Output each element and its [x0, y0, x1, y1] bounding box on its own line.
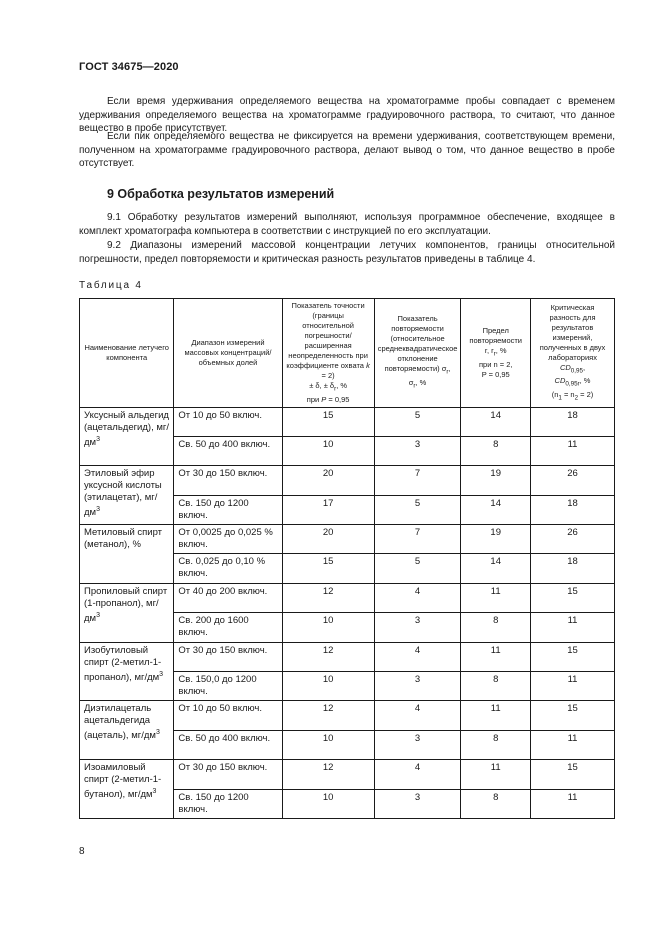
unit-superscript: 3 [96, 611, 100, 619]
accuracy-cell: 12 [282, 701, 374, 730]
limit-cell: 11 [461, 583, 531, 612]
header-accuracy [282, 299, 374, 408]
header-repeatability [374, 299, 461, 408]
accuracy-cell: 15 [282, 407, 374, 436]
section-title: 9 Обработка результатов измерений [107, 187, 335, 201]
critical-cell: 15 [531, 642, 615, 671]
header-subscript: r [413, 382, 416, 390]
component-name: Пропиловый спирт (1-пропанол), мг/дм [84, 585, 168, 624]
unit-superscript: 3 [96, 506, 100, 514]
header-text: Показатель повторяемости (относительное среднеквадратическое отклонение повторяемости) σ [377, 314, 458, 374]
header-text: , [582, 362, 586, 372]
paragraph-text: 9.1 Обработку результатов измерений выполняют, используя программное обеспечение, входящее в комплект хроматографа компьютера в соответствии с инструкцией по его эксплуатации. [79, 212, 615, 237]
table-row [80, 760, 615, 789]
header-symbol: k [366, 361, 370, 370]
header-text: Показатель точности (границы относительной погрешности/расширенная неопределенность при коэффициенте охвата [286, 301, 368, 370]
repeatability-cell: 3 [374, 789, 461, 818]
range-cell: От 40 до 200 включ. [174, 583, 282, 612]
header-text: P = 0,95 [481, 369, 510, 379]
limit-cell: 19 [461, 466, 531, 495]
accuracy-cell: 10 [282, 789, 374, 818]
range-cell: От 30 до 150 включ. [174, 642, 282, 671]
component-name: Уксусный альдегид (ацетальдегид), мг/дм [84, 409, 169, 448]
table-row [80, 466, 615, 495]
critical-cell: 15 [531, 583, 615, 612]
critical-cell: 15 [531, 701, 615, 730]
repeatability-cell: 4 [374, 583, 461, 612]
header-text: = 0,95 [328, 394, 350, 404]
critical-cell: 26 [531, 525, 615, 554]
header-subscript: 0,95 [570, 367, 583, 374]
paragraph-text: Если пик определяемого вещества не фиксируется на времени удерживания, соответствующем времени, полученном на хроматограмме градуировочного раствора, делают вывод о том, что данное вещество в пробе отсутствует. [79, 131, 615, 169]
range-cell: От 30 до 150 включ. [174, 760, 282, 789]
document-code: ГОСТ 34675—2020 [79, 61, 179, 73]
header-text: (n [551, 389, 559, 399]
header-component: Наименование летучего компонента [80, 299, 174, 408]
accuracy-cell: 12 [282, 642, 374, 671]
critical-cell: 11 [531, 436, 615, 465]
repeatability-cell: 3 [374, 672, 461, 701]
repeatability-cell: 3 [374, 436, 461, 465]
limit-cell: 14 [461, 407, 531, 436]
limit-cell: 8 [461, 436, 531, 465]
unit-superscript: 3 [152, 788, 157, 796]
repeatability-cell: 5 [374, 407, 461, 436]
critical-cell: 18 [531, 554, 615, 583]
table-row [80, 642, 615, 671]
accuracy-cell: 10 [282, 730, 374, 759]
header-symbol: CD [554, 376, 566, 385]
header-text: = 2) [580, 389, 594, 399]
range-cell: От 10 до 50 включ. [174, 701, 282, 730]
limit-cell: 11 [461, 701, 531, 730]
header-subscript: 1 [558, 394, 562, 401]
header-limit [461, 299, 531, 408]
component-name-cell [80, 525, 174, 584]
repeatability-cell: 7 [374, 466, 461, 495]
paragraph-text: Если время удерживания определяемого вещества на хроматограмме пробы совпадает с временем удерживания определяемого вещества на хроматограмме градуировочного раствора, то считают, что данное вещество в пробе присутствует. [79, 96, 615, 134]
header-symbol: CD [559, 362, 571, 372]
accuracy-cell: 12 [282, 583, 374, 612]
table-caption: Таблица 4 [79, 280, 143, 291]
accuracy-cell: 12 [282, 760, 374, 789]
header-text: , [448, 364, 451, 374]
unit-superscript: 3 [155, 729, 160, 737]
table-body [80, 407, 615, 818]
header-subscript: 0,95r [565, 380, 580, 388]
repeatability-cell: 7 [374, 525, 461, 554]
header-text: при [306, 394, 320, 404]
critical-cell: 18 [531, 407, 615, 436]
unit-superscript: 3 [96, 435, 100, 443]
table-row [80, 583, 615, 612]
component-name-cell [80, 583, 174, 642]
critical-cell: 15 [531, 760, 615, 789]
accuracy-cell: 10 [282, 672, 374, 701]
component-name-cell [80, 407, 174, 466]
header-text: ± δ, ± δ [309, 381, 335, 390]
range-cell: От 0,0025 до 0,025 % включ. [174, 525, 282, 554]
limit-cell: 8 [461, 613, 531, 642]
repeatability-cell: 3 [374, 613, 461, 642]
header-text: = 2) [321, 371, 335, 380]
range-cell: Св. 150 до 1200 включ. [174, 495, 282, 524]
header-text: = n [563, 389, 575, 399]
range-cell: Св. 0,025 до 0,10 % включ. [174, 554, 282, 583]
limit-cell: 8 [461, 730, 531, 759]
header-symbol: P [321, 394, 327, 404]
page-number: 8 [79, 846, 85, 857]
range-cell: Св. 50 до 400 включ. [174, 436, 282, 465]
header-text: , % [495, 346, 507, 355]
critical-cell: 18 [531, 495, 615, 524]
range-cell: Св. 50 до 400 включ. [174, 730, 282, 759]
header-range: Диапазон измерений массовых концентраций/ объемных долей [174, 299, 282, 408]
critical-cell: 26 [531, 466, 615, 495]
header-subscript: r [334, 385, 337, 393]
accuracy-cell: 20 [282, 525, 374, 554]
table-row [80, 407, 615, 436]
header-text: , % [415, 377, 427, 387]
repeatability-cell: 5 [374, 554, 461, 583]
limit-cell: 11 [461, 760, 531, 789]
component-name: Изоамиловый спирт (2-метил-1-бутанол), мг/дм [84, 762, 162, 801]
table-row [80, 525, 615, 554]
repeatability-cell: 3 [374, 730, 461, 759]
critical-cell: 11 [531, 789, 615, 818]
limit-cell: 8 [461, 672, 531, 701]
critical-cell: 11 [531, 730, 615, 759]
component-name-cell [80, 466, 174, 525]
component-name: Этиловый эфир уксусной кислоты (этилацетат), мг/дм [84, 468, 162, 519]
table-header-row [80, 299, 615, 408]
range-cell: Св. 150,0 до 1200 включ. [174, 672, 282, 701]
accuracy-cell: 17 [282, 495, 374, 524]
paragraph-9-1 [79, 211, 615, 238]
header-text: Критическая разность для результатов измерений, полученных в двух лабораториях [539, 302, 606, 362]
paragraph-text: 9.2 Диапазоны измерений массовой концентрации летучих компонентов, границы относительной погрешности, предел повторяемости и критическая разность результатов приведены в таблице 4. [79, 240, 615, 265]
accuracy-cell: 10 [282, 613, 374, 642]
limit-cell: 14 [461, 554, 531, 583]
repeatability-cell: 5 [374, 495, 461, 524]
repeatability-cell: 4 [374, 642, 461, 671]
paragraph-peak-absent [79, 130, 615, 171]
unit-superscript: 3 [159, 670, 164, 678]
header-text: Предел повторяемости [469, 326, 523, 345]
paragraph-9-2 [79, 239, 615, 266]
results-table [79, 298, 615, 819]
limit-cell: 8 [461, 789, 531, 818]
header-text: σ [408, 377, 414, 387]
accuracy-cell: 15 [282, 554, 374, 583]
header-text: , % [579, 376, 591, 385]
range-cell: От 30 до 150 включ. [174, 466, 282, 495]
header-text: при n = 2, [478, 359, 513, 369]
critical-cell: 11 [531, 613, 615, 642]
header-subscript: 2 [574, 394, 579, 401]
limit-cell: 14 [461, 495, 531, 524]
component-name-cell [80, 701, 174, 760]
accuracy-cell: 20 [282, 466, 374, 495]
component-name: Изобутиловый спирт (2-метил-1-пропанол), мг/дм [84, 644, 162, 683]
range-cell: От 10 до 50 включ. [174, 407, 282, 436]
critical-cell: 11 [531, 672, 615, 701]
repeatability-cell: 4 [374, 701, 461, 730]
limit-cell: 11 [461, 642, 531, 671]
component-name: Диэтилацеталь ацетальдегида (ацеталь), мг/дм [84, 703, 156, 742]
header-text: r, r [484, 346, 494, 355]
header-subscript: r [446, 368, 449, 376]
table-row [80, 701, 615, 730]
component-name-cell [80, 760, 174, 819]
component-name: Метиловый спирт (метанол), % [84, 527, 163, 551]
header-subscript: r [493, 350, 496, 358]
header-text: , % [336, 381, 348, 390]
header-critical [531, 299, 615, 408]
accuracy-cell: 10 [282, 436, 374, 465]
range-cell: Св. 200 до 1600 включ. [174, 613, 282, 642]
repeatability-cell: 4 [374, 760, 461, 789]
component-name-cell [80, 642, 174, 701]
limit-cell: 19 [461, 525, 531, 554]
range-cell: Св. 150 до 1200 включ. [174, 789, 282, 818]
